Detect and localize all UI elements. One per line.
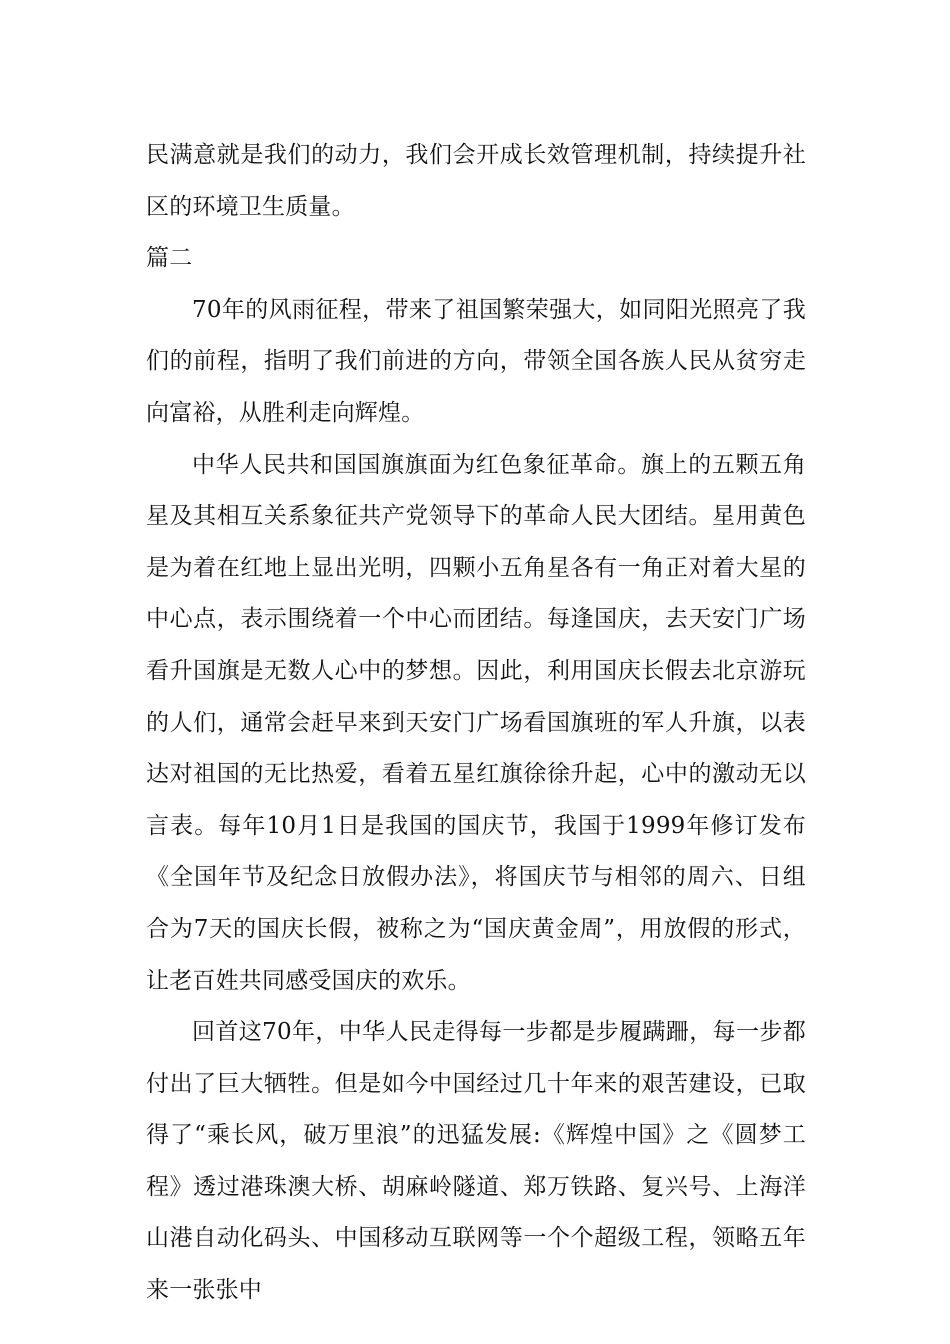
paragraph-national-flag: 中华人民共和国国旗旗面为红色象征革命。旗上的五颗五角星及其相互关系象征共产党领导下的革命人民大团结。星用黄色是为着在红地上显出光明，四颗小五角星各有一角正对着大星的中心点，表示围绕着一个中心而团结。每逢国庆，去天安门广场看升国旗是无数人心中的梦想。因此，利用国庆长假去北京游玩的人们，通常会赶早来到天安门广场看国旗班的军人升旗，以表达对祖国的无比热爱，看着五星红旗徐徐升起，心中的激动无以言表。每年10月1日是我国的国庆节，我国于1999年修订发布《全国年节及纪念日放假办法》，将国庆节与相邻的周六、日组合为7天的国庆长假，被称之为“国庆黄金周”，用放假的形式，让老百姓共同感受国庆的欢乐。 [146,451,806,994]
document-body [146,130,806,1317]
paragraph-continuation: 民满意就是我们的动力，我们会开成长效管理机制，持续提升社区的环境卫生质量。 [146,142,806,220]
section-heading: 篇二 [146,245,193,272]
paragraph-seventy-years: 回首这70年，中华人民走得每一步都是步履蹒跚，每一步都付出了巨大牺牲。但是如今中国经过几十年来的艰苦建设，已取得了“乘长风，破万里浪”的迅猛发展:《辉煌中国》之《圆梦工程》透过港珠澳大桥、胡麻岭隧道、郑万铁路、复兴号、上海洋山港自动化码头、中国移动互联网等一个个超级工程，领略五年来一张张中 [146,1019,806,1304]
paragraph-national-journey: 70年的风雨征程，带来了祖国繁荣强大，如同阳光照亮了我们的前程，指明了我们前进的方向，带领全国各族人民从贫穷走向富裕，从胜利走向辉煌。 [146,296,806,426]
